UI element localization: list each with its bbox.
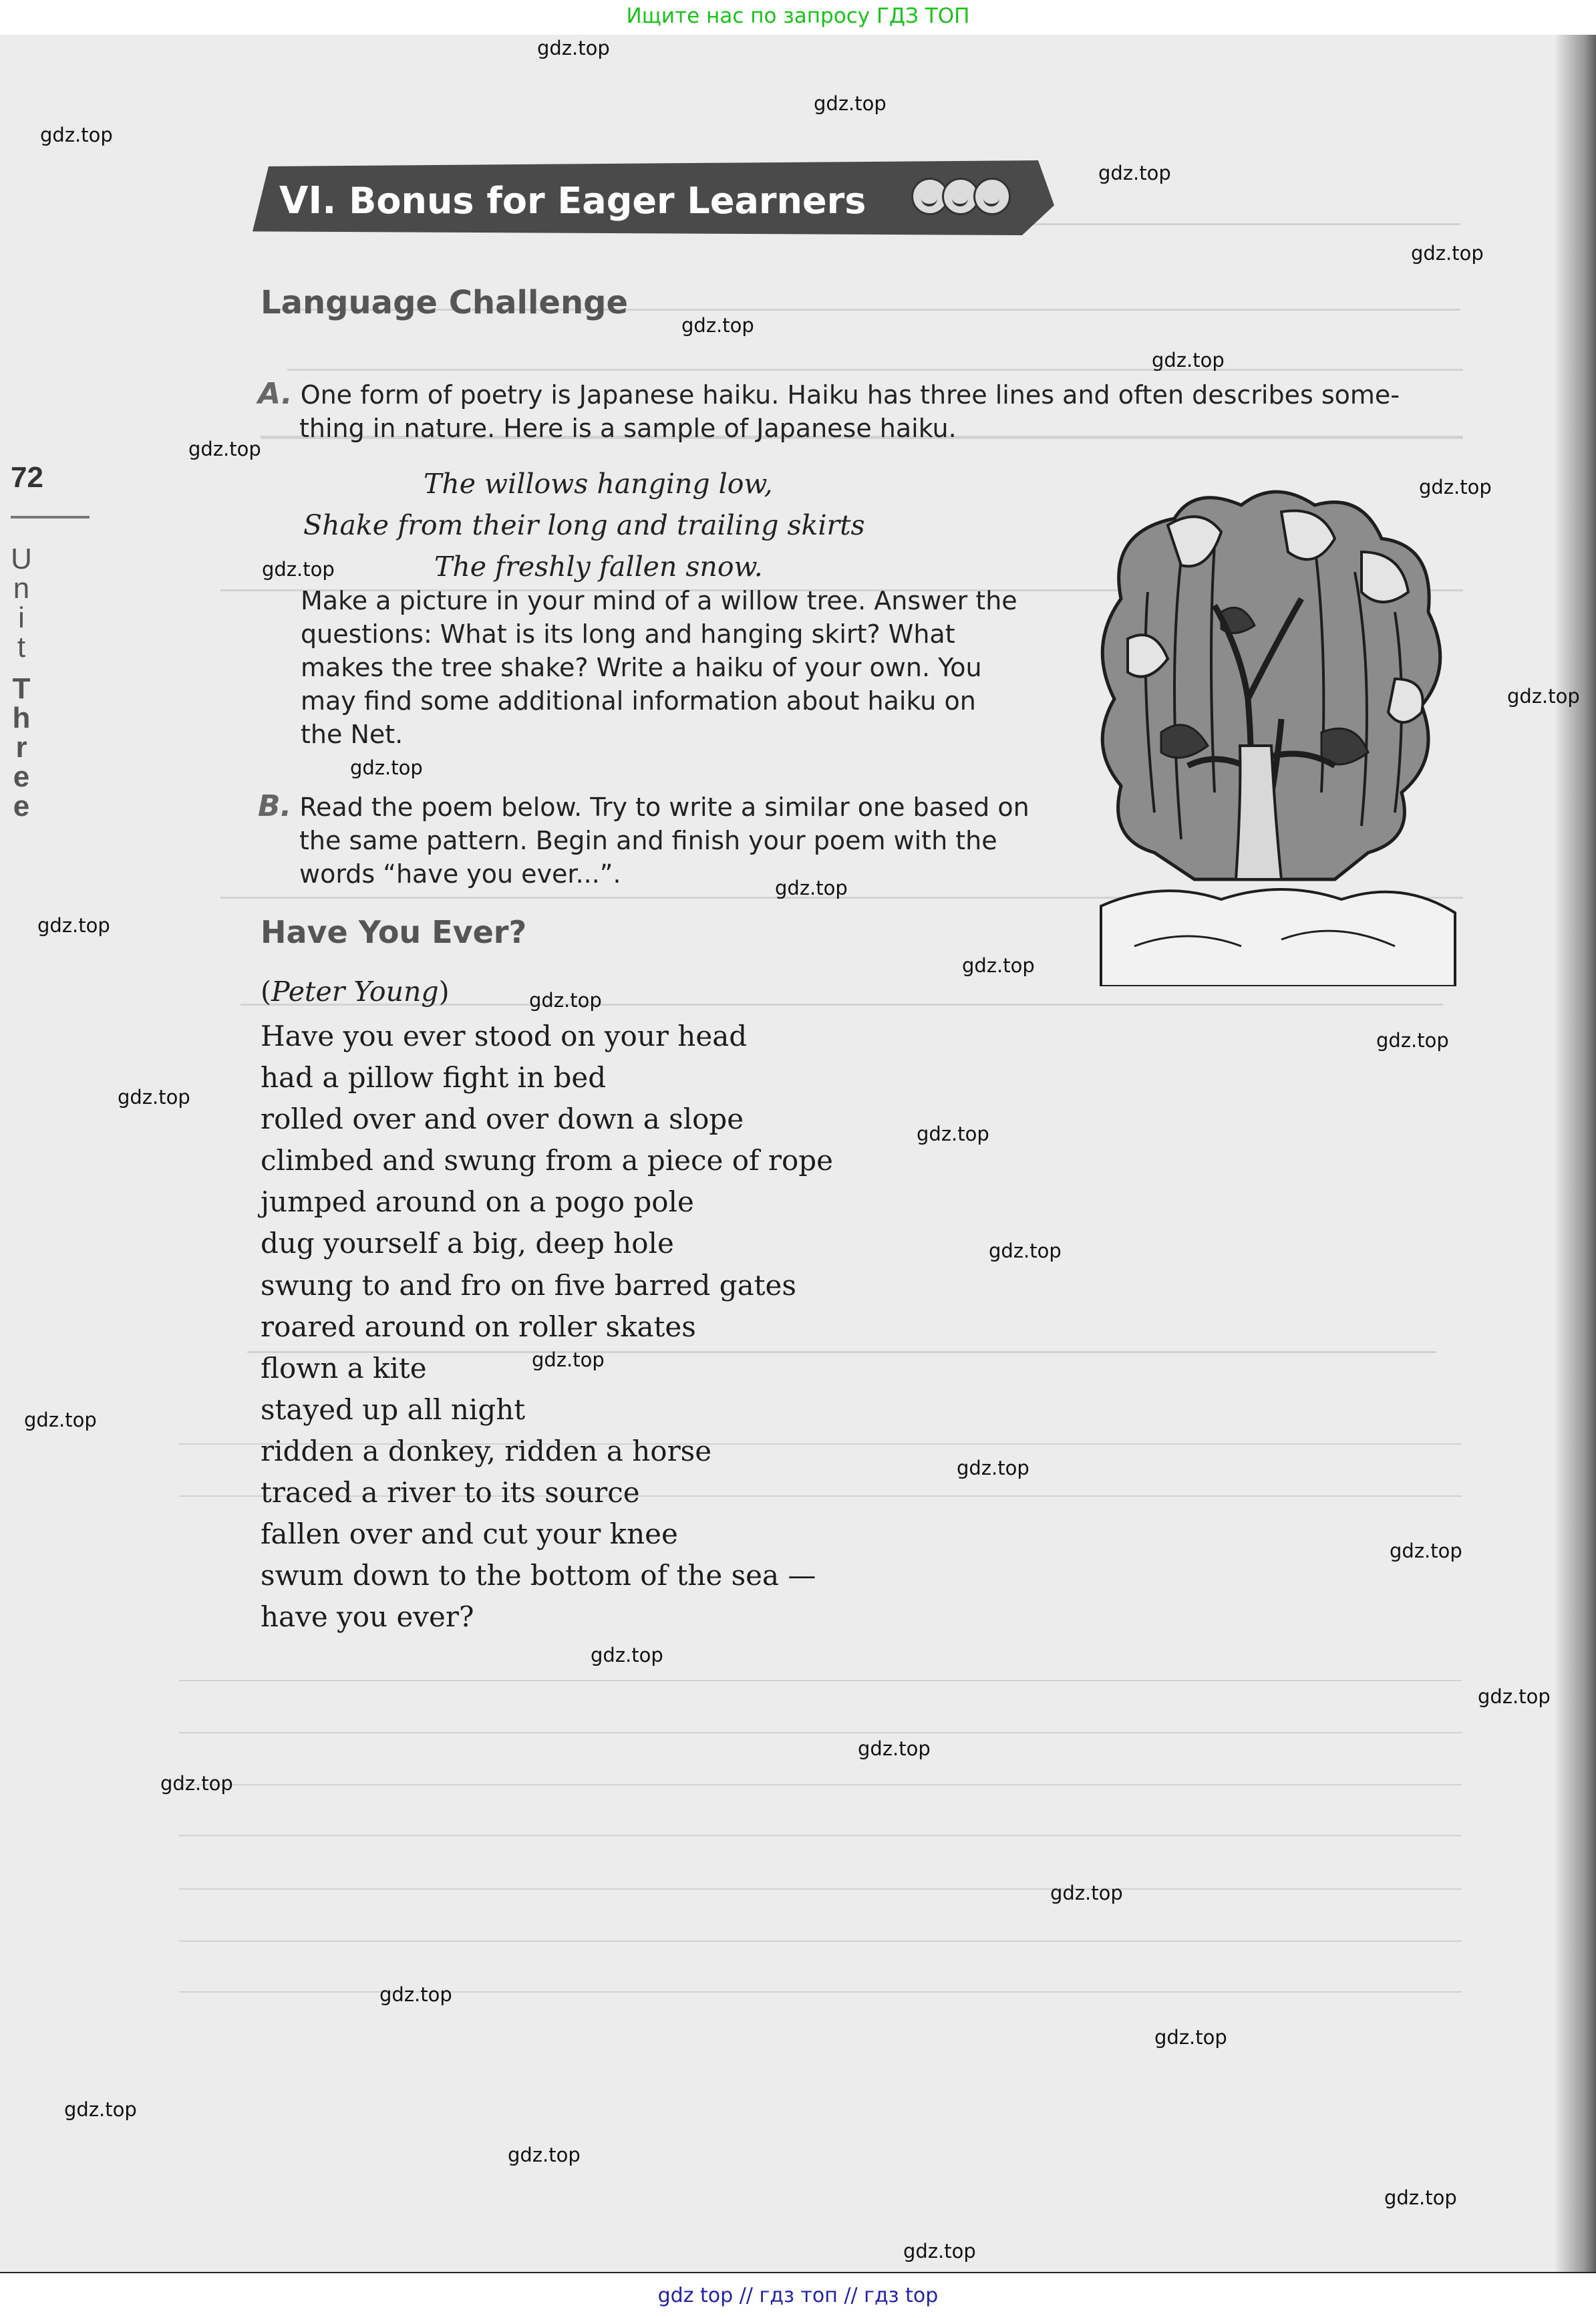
section-header-title	[279, 179, 866, 223]
unit-label-word	[7, 545, 36, 662]
unit-label-letter: e	[13, 760, 30, 793]
watermark: gdz.top	[350, 756, 423, 779]
watermark: gdz.top	[532, 1348, 605, 1371]
writing-line	[179, 1680, 1462, 1681]
watermark: gdz.top	[40, 124, 113, 146]
watermark: gdz.top	[858, 1737, 931, 1760]
watermark: gdz.top	[37, 914, 110, 937]
page-spine-shadow	[1556, 35, 1596, 2273]
willow-tree-illustration	[1081, 478, 1462, 986]
writing-line	[179, 1888, 1462, 1890]
task-a-line: thing in nature. Here is a sample of Japanese haiku.	[299, 414, 957, 443]
watermark: gdz.top	[529, 989, 602, 1012]
poem-line: stayed up all night	[261, 1393, 526, 1426]
watermark: gdz.top	[1478, 1685, 1551, 1708]
author-close-paren: )	[438, 976, 450, 1008]
task-b-line-text: Read the poem below. Try to write a similar one based on	[299, 792, 1029, 822]
unit-label-letter: T	[12, 672, 31, 705]
poem-line: flown a kite	[261, 1351, 427, 1385]
task-a-instruction-line: makes the tree shake? Write a haiku of your own. You	[301, 653, 982, 682]
task-b-text	[258, 790, 1100, 891]
task-a-instructions	[301, 584, 1089, 751]
watermark: gdz.top	[188, 438, 261, 460]
watermark: gdz.top	[957, 1457, 1029, 1479]
task-b-line: words “have you ever...”.	[299, 859, 621, 889]
watermark: gdz.top	[160, 1772, 233, 1795]
haiku-line: Shake from their long and trailing skirts	[303, 509, 865, 541]
writing-line	[179, 1835, 1462, 1836]
poem-line: roared around on roller skates	[261, 1310, 696, 1343]
author-open-paren: (	[261, 976, 271, 1008]
watermark: gdz.top	[591, 1644, 663, 1667]
poem-line: ridden a donkey, ridden a horse	[261, 1434, 712, 1467]
watermark: gdz.top	[262, 558, 335, 581]
unit-label-number	[7, 674, 36, 821]
unit-side-label	[7, 545, 36, 821]
poem-line: traced a river to its source	[261, 1476, 640, 1509]
watermark: gdz.top	[775, 877, 848, 899]
unit-label-letter: i	[18, 601, 25, 634]
poem-line: Have you ever stood on your head	[261, 1020, 748, 1052]
poem-line: swung to and fro on five barred gates	[261, 1268, 796, 1302]
watermark: gdz.top	[1376, 1029, 1449, 1052]
task-b-line: the same pattern. Begin and finish your poem with the	[299, 826, 997, 855]
task-a-instruction-line: questions: What is its long and hanging skirt? What	[301, 619, 955, 649]
watermark: gdz.top	[1152, 349, 1225, 372]
writing-line	[179, 1784, 1462, 1785]
watermark: gdz.top	[1390, 1540, 1462, 1562]
unit-label-letter: e	[13, 790, 30, 823]
poem-line: dug yourself a big, deep hole	[261, 1227, 674, 1260]
poem-line: jumped around on a pogo pole	[261, 1185, 694, 1219]
unit-label-letter: t	[17, 631, 26, 664]
watermark: gdz.top	[989, 1240, 1062, 1262]
smiley-icon	[973, 178, 1011, 215]
watermark: gdz.top	[1419, 476, 1492, 498]
watermark: gdz.top	[64, 2098, 137, 2121]
watermark: gdz.top	[24, 1409, 97, 1431]
poem-author	[261, 976, 450, 1008]
watermark: gdz.top	[681, 314, 754, 337]
watermark: gdz.top	[814, 92, 887, 115]
task-a-instruction-line: Make a picture in your mind of a willow tree. Answer the	[301, 586, 1017, 615]
task-b-line	[258, 790, 1100, 824]
writing-line	[179, 1732, 1462, 1733]
task-a-instruction-line: may find some additional information about haiku on	[301, 686, 976, 716]
watermark: gdz.top	[903, 2240, 976, 2263]
page-number: 72	[11, 461, 43, 494]
task-a-intro	[258, 378, 1480, 445]
poem-title: Have You Ever?	[261, 914, 527, 950]
section-title-text: Bonus for Eager Learners	[349, 180, 866, 222]
top-banner[interactable]: Ищите нас по запросу ГДЗ ТОП	[626, 4, 970, 28]
section-numeral: VI.	[279, 179, 337, 223]
haiku-line: The freshly fallen snow.	[434, 551, 763, 583]
watermark: gdz.top	[1384, 2186, 1457, 2209]
page-number-rule	[11, 516, 90, 519]
unit-label-letter: h	[12, 702, 31, 734]
writing-line	[179, 1940, 1462, 1942]
task-a-line: One form of poetry is Japanese haiku. Haiku has three lines and often describes some-	[300, 380, 1400, 410]
watermark: gdz.top	[508, 2144, 581, 2166]
watermark: gdz.top	[917, 1123, 989, 1145]
watermark: gdz.top	[1050, 1882, 1123, 1904]
unit-label-letter: n	[13, 572, 30, 605]
task-a-letter: A.	[258, 377, 293, 411]
writing-line	[179, 1991, 1462, 1993]
watermark: gdz.top	[118, 1086, 190, 1109]
smiley-faces-icon	[911, 178, 1001, 215]
watermark: gdz.top	[1411, 242, 1484, 265]
poem-line: had a pillow fight in bed	[261, 1061, 607, 1095]
watermark: gdz.top	[962, 954, 1035, 977]
task-b-letter: B.	[258, 789, 292, 823]
watermark: gdz.top	[1098, 162, 1171, 184]
task-a-instruction-line: the Net.	[301, 720, 404, 749]
poem-lines	[261, 1016, 833, 1638]
watermark: gdz.top	[1507, 685, 1580, 708]
poem-line: swum down to the bottom of the sea —	[261, 1559, 816, 1592]
unit-label-letter: U	[11, 543, 32, 575]
haiku-line: The willows hanging low,	[424, 468, 773, 500]
poem-line: have you ever?	[261, 1600, 474, 1634]
bottom-link-bar[interactable]: gdz top // гдз топ // гдз top	[0, 2273, 1596, 2318]
unit-label-letter: r	[15, 731, 27, 764]
poem-line: climbed and swung from a piece of rope	[261, 1144, 834, 1177]
poem-line: rolled over and over down a slope	[261, 1103, 744, 1136]
poem-line: fallen over and cut your knee	[261, 1517, 678, 1551]
watermark: gdz.top	[1154, 2026, 1227, 2049]
ghost-rule	[287, 369, 1463, 371]
watermark: gdz.top	[379, 1983, 452, 2006]
watermark: gdz.top	[537, 37, 610, 59]
author-name: Peter Young	[271, 976, 439, 1008]
language-challenge-heading: Language Challenge	[261, 284, 629, 321]
